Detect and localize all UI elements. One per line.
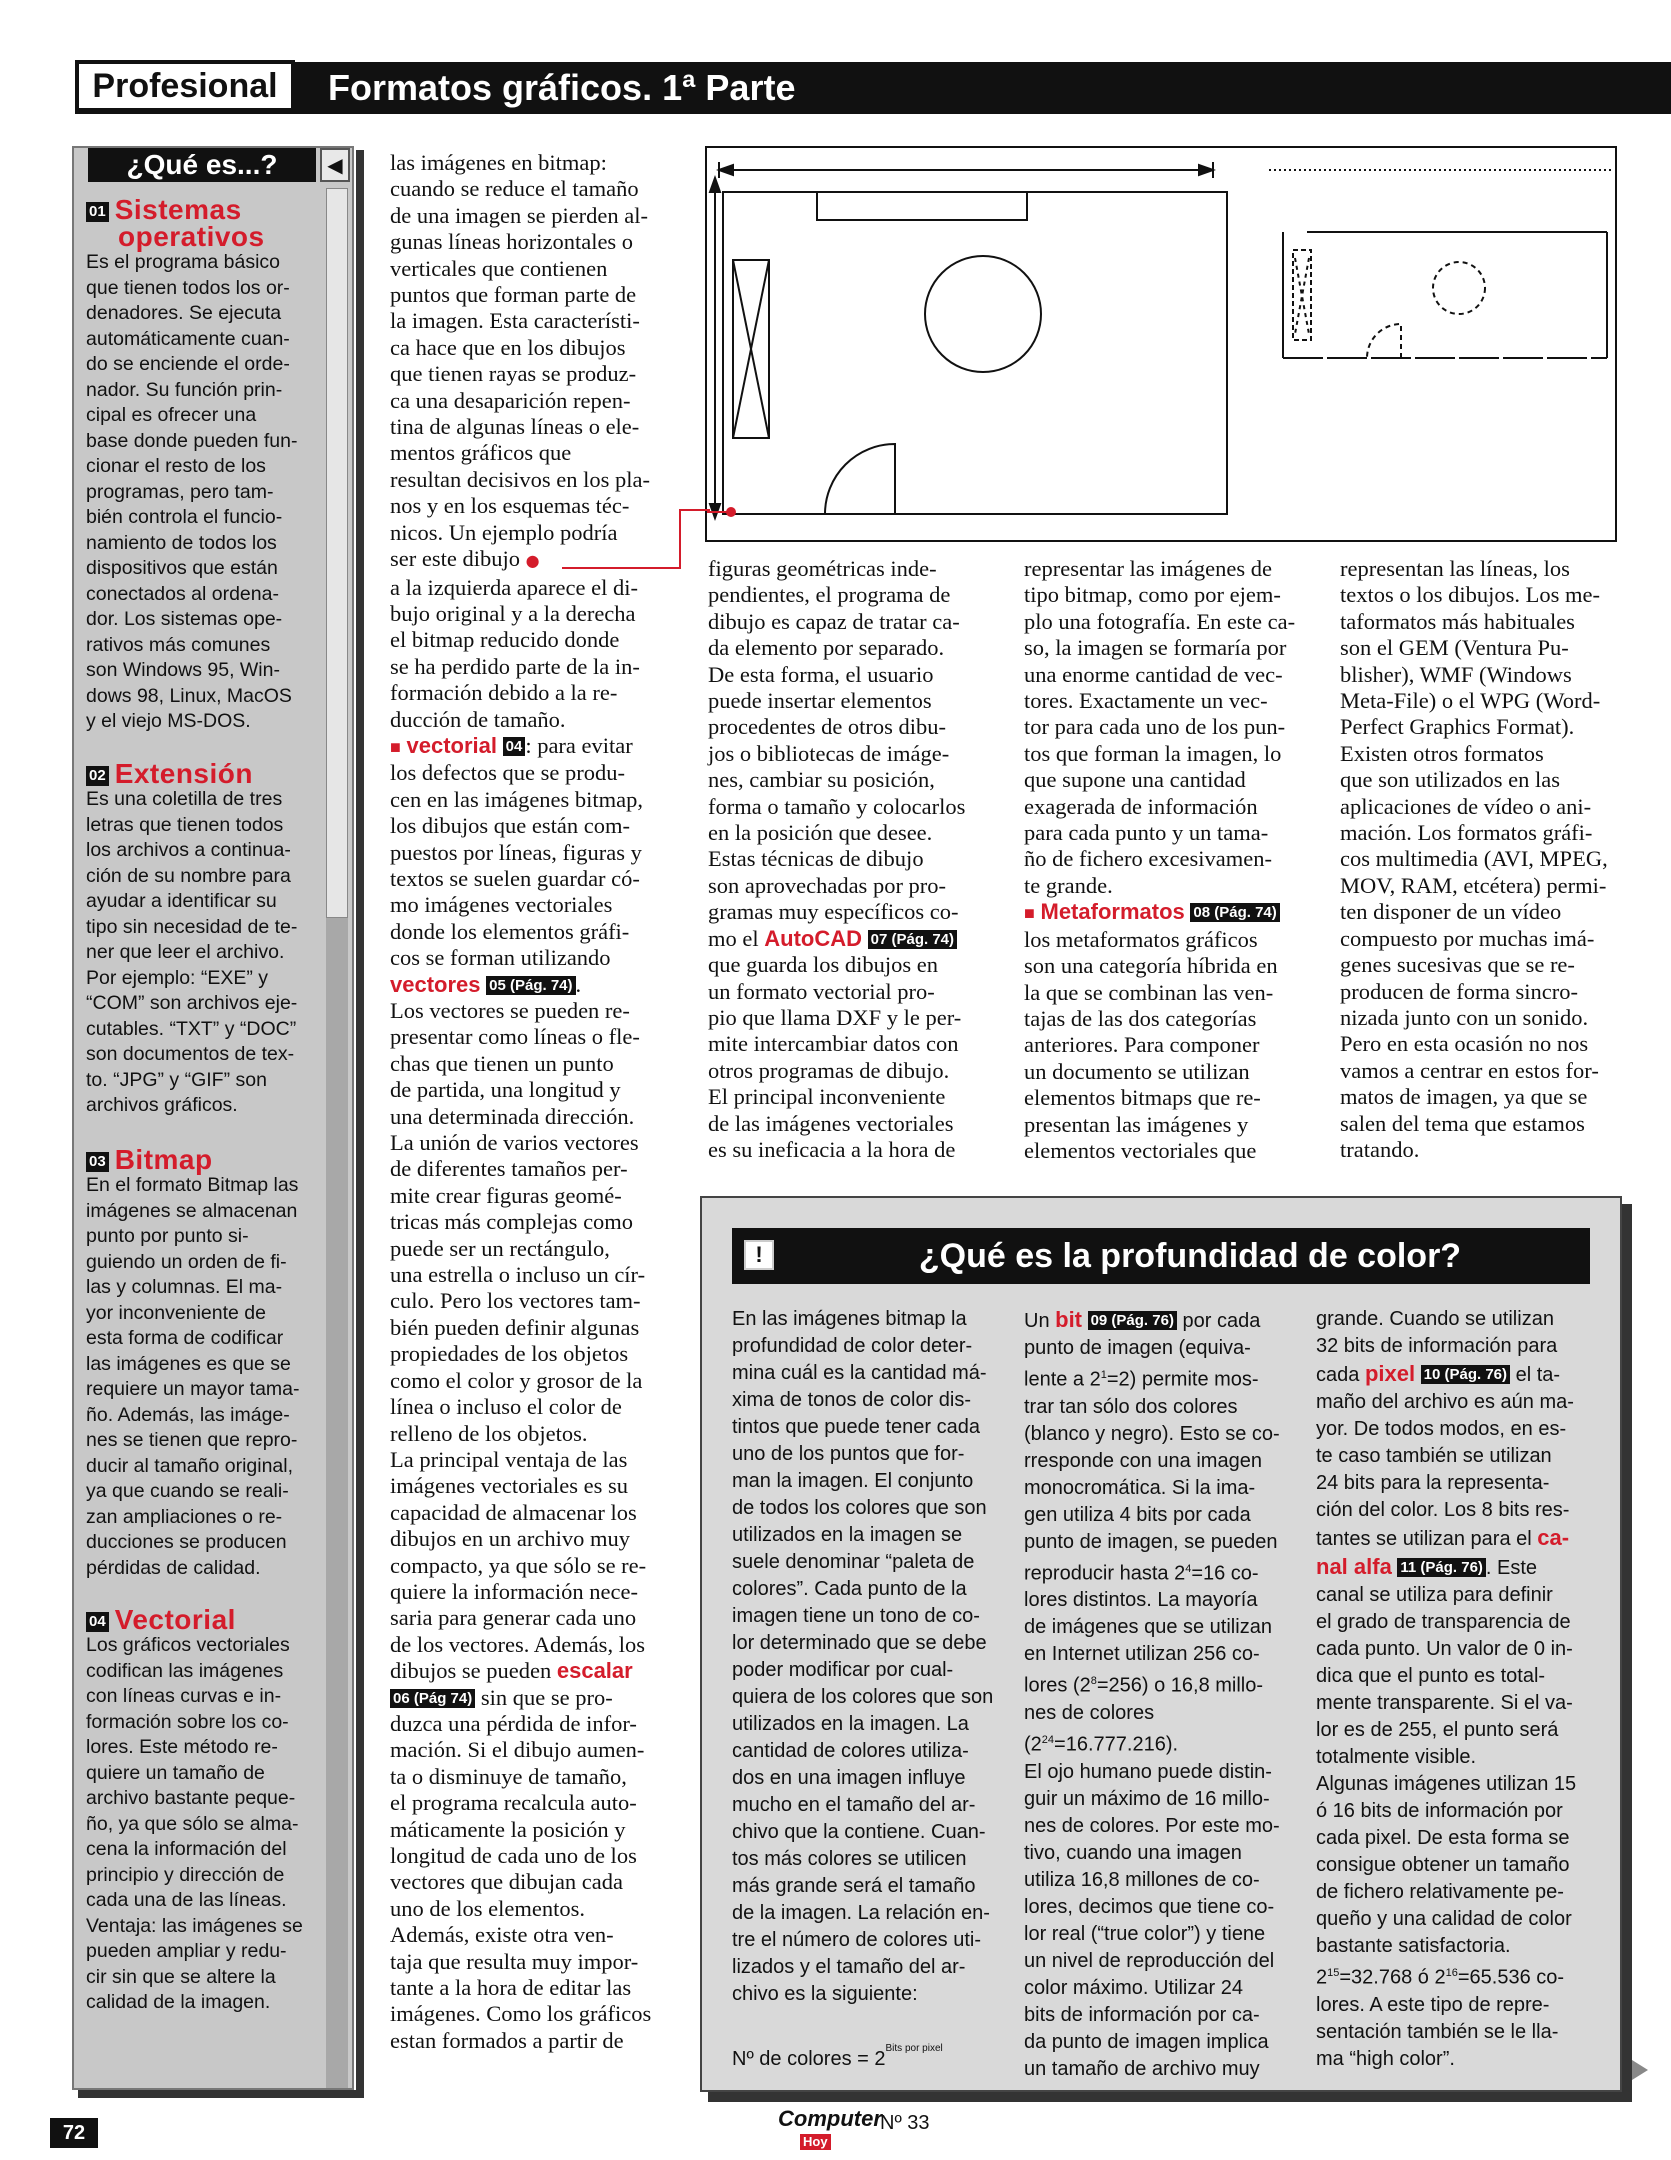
box-col3-c: . Este canal se utiliza para definir el grado de transparencia de cada punto. Un valor de 0 in- dica que el punto es total- mente transparente. Si el va- lor es de 255, el punto será totalmente visible. Algunas imágenes utilizan 15 ó 16 bits de información por cada pixel. De esta forma se consigue obtener un tamaño de fichero relativamente pe- queño y una calidad de color bastante satisfactoria. 2	[1316, 1557, 1577, 1989]
ref-badge[interactable]: 08 (Pág. 74)	[1190, 903, 1279, 922]
exponent: 24	[1041, 1733, 1055, 1746]
exponent: 15	[1327, 1967, 1340, 1979]
exponent: 1	[1100, 1369, 1107, 1381]
glossary-entry-sistemas	[86, 196, 326, 735]
entry-title: Extensión	[114, 758, 253, 789]
box-title: ¿Qué es la profundidad de color?	[918, 1237, 1462, 1275]
keyword-autocad[interactable]: AutoCAD	[764, 925, 863, 951]
article-column-1: las imágenes en bitmap: cuando se reduce el tamaño de una imagen se pierden al- gunas líneas horizontales o verticales que contienen puntos que forman parte de la imagen. Esta característi- ca hace que en los dibujos que tienen rayas se produz- ca una desaparición repen- tina de algunas líneas o ele- mentos gráficos que resultan decisivos en los pla- nos y en los esquemas téc- nicos. Un ejemplo podría ser este dibujo ● a la izquierda aparece el di- bujo original y a la derecha el bitmap reducido donde se ha perdido parte de la in- formación debido a la re- ducción de tamaño. ■ vectorial 04 : para evitar los defectos que se produ- cen en las imágenes bitmap, los dibujos que están com- puestos por líneas, figuras y textos se suelen guardar có- mo imágenes vectoriales donde los elementos gráfi- cos se forman utilizando vectores 05 (Pág. 74) . Los vectores se pueden re- presentar como líneas o fle- chas que tienen un punto de partida, una longitud y una determinada dirección. La unión de varios vectores de diferentes tamaños per- mite crear figuras geomé- tricas más complejas como puede ser un rectángulo, una estrella o incluso un cír- culo. Pero los vectores tam- bién pueden definir algunas propiedades de los objetos como el color y grosor de la línea o incluso el color de relleno de los objetos. La principal ventaja de las imágenes vectoriales es su capacidad de almacenar los dibujos en un archivo muy compacto, ya que sólo se re- quiere la información nece- saria para generar cada uno de los vectores. Además, los dibujos se pueden escalar 06 (Pág 74) sin que se pro- duzca una pérdida de infor- mación. Si el dibujo aumen- ta o disminuye de tamaño, el programa recalcula auto- máticamente la posición y longitud de cada uno de los vectores que dibujan cada uno de los elementos. Además, existe otra ven- taja que resulta muy impor- tante a la hora de editar las imágenes. Como los gráficos estan formados a partir de	[390, 150, 652, 2053]
box-col2-d: =256) o 16,8 millo- nes de colores (2	[1024, 1674, 1264, 1756]
ref-badge[interactable]: 11 (Pág. 76)	[1397, 1558, 1486, 1577]
bitmap-reduction-diagram	[705, 146, 1617, 542]
box-column-1	[732, 1306, 1004, 2073]
keyword-canal-alfa[interactable]: ca- nal alfa	[1316, 1525, 1570, 1579]
bullet-square-icon: ■	[1024, 903, 1035, 924]
box-col3-d: =32.768 ó 2	[1339, 1966, 1446, 1989]
ref-badge[interactable]: 07 (Pág. 74)	[868, 930, 957, 949]
box-col2-a: por cada punto de imagen (equiva- lente a 2	[1024, 1310, 1261, 1391]
entry-text: En el formato Bitmap las imágenes se almacenan punto por punto si- guiendo un orden de fi- las y columnas. El ma- yor inconveniente de esta forma de codificar las imágenes es que se requiere un mayor tama- ño. Además, las imáge- nes se tienen que repro- ducir al tamaño original, ya que cuando se reali- zan ampliaciones o re- ducciones se producen pérdidas de calidad.	[86, 1174, 300, 1579]
door-arc	[825, 444, 895, 514]
formula	[732, 2043, 943, 2070]
keyword-vectores[interactable]: vectores	[390, 971, 481, 997]
diagram-pointer-dot-icon: ●	[525, 551, 540, 571]
keyword-pixel[interactable]: pixel	[1364, 1361, 1416, 1386]
exponent: 16	[1445, 1967, 1458, 1979]
formula-exponent: Bits por pixel	[885, 2043, 943, 2054]
diagram-connector	[560, 508, 730, 572]
col1-para5: sin que se pro- duzca una pérdida de infor- mación. Si el dibujo aumen- ta o disminuye de tamaño, el programa recalcula auto- máticamente la posición y longitud de cada uno de los vectores que dibujan cada uno de los elementos. Además, existe otra ven- taja que resulta muy impor- tante a la hora de editar las imágenes. Como los gráficos estan formados a partir de	[390, 1684, 652, 2053]
box-column-2	[1024, 1306, 1296, 2083]
box-col2-c: =16 co- lores distintos. La mayoría de imágenes que se utilizan en Internet utilizan 256 co- lores (2	[1024, 1562, 1272, 1697]
round-table	[925, 256, 1041, 372]
box-col2-pre: Un	[1024, 1310, 1056, 1332]
article-column-3	[1024, 556, 1306, 1164]
diagram-svg	[707, 148, 1615, 540]
article-column-2	[708, 556, 990, 1163]
scroll-left-arrow-icon[interactable]: ◀	[320, 148, 350, 182]
section-label: Profesional	[75, 60, 295, 112]
header-bar	[75, 62, 1671, 114]
box-shadow	[1622, 1204, 1632, 2100]
article-column-4	[1340, 556, 1622, 1163]
box-col3-a: grande. Cuando se utilizan 32 bits de información para cada	[1316, 1308, 1558, 1386]
magazine-logo-hoy: Hoy	[800, 2134, 831, 2150]
glossary-entry-vectorial	[86, 1606, 326, 2016]
box-col2-e: =16.777.216). El ojo humano puede distin- guir un máximo de 16 millo- nes de colores. Por este mo- tivo, cuando una imagen utiliza 16,8 millones de co- lores, decimos que tiene co- lor real (“true color”) y tiene un nivel de reproducción del color máximo. Utilizar 24 bits de información por ca- da punto de imagen implica un tamaño de archivo muy	[1024, 1733, 1280, 2080]
glossary-entry-extension	[86, 760, 326, 1119]
entry-title-line2: operativos	[118, 221, 265, 252]
magazine-logo: Computer	[778, 2106, 882, 2131]
col1-para2: a la izquierda aparece el di- bujo original y a la derecha el bitmap reducido donde se ha perdido parte de la in- formación debido a la re- ducción de tamaño.	[390, 574, 640, 732]
keyword-vectorial[interactable]: vectorial	[406, 732, 497, 758]
col2-para1: figuras geométricas inde- pendientes, el programa de dibujo es capaz de tratar ca- da elemento por separado. De esta forma, el usuario puede insertar elementos procedentes de otros dibu- jos o bibliotecas de imáge- nes, cambiar su posición, forma o tamaño y colocarlos en la posición que desee. Estas técnicas de dibujo son aprovechadas por pro- gramas muy específicos co- mo el	[708, 556, 966, 951]
ref-badge[interactable]: 06 (Pág 74)	[390, 1689, 475, 1708]
entry-text: Los gráficos vectoriales codifican las imágenes con líneas curvas e in- formación sobre los co- lores. Este método re- quiere un tamaño de archivo bastante peque- ño, ya que sólo se alma- cena la información del principio y dirección de cada una de las líneas. Ventaja: las imágenes se pueden ampliar y redu- cir sin que se altere la calidad de la imagen.	[86, 1634, 303, 2013]
box-col3-b: el ta- maño del archivo es aún ma- yor. De todos modos, en es- te caso también se utilizan 24 bits para la representa- ción del color. Los 8 bits res- tantes se utilizan para el	[1316, 1364, 1574, 1550]
entry-text: Es el programa básico que tienen todos los or- denadores. Se ejecuta automáticamente cuan- do se enciende el orde- nador. Su función prin- cipal es ofrecer una base donde pueden fun- cionar el resto de los programas, pero tam- bién controla el funcio- namiento de todos los dispositivos que están conectados al ordena- dor. Los sistemas ope- rativos más comunes son Windows 95, Win- dows 98, Linux, MacOS y el viejo MS-DOS.	[86, 251, 298, 732]
keyword-bit[interactable]: bit	[1055, 1307, 1083, 1332]
entry-number: 03	[86, 1152, 109, 1172]
entry-number: 02	[86, 766, 109, 786]
reduced-drawing	[1269, 170, 1611, 358]
page-title: Formatos gráficos. 1ª Parte	[328, 67, 796, 108]
keyword-metaformatos[interactable]: Metaformatos	[1040, 899, 1185, 925]
col1-para3: : para evitar los defectos que se produ- cen en las imágenes bitmap, los dibujos que están com- puestos por líneas, figuras y textos se suelen guardar có- mo imágenes vectoriales donde los elementos gráfi- cos se forman utilizando	[390, 732, 644, 971]
col1-para4: Los vectores se pueden re- presentar como líneas o fle- chas que tienen un punto de partida, una longitud y una determinada dirección. La unión de varios vectores de diferentes tamaños per- mite crear figuras geomé- tricas más complejas como puede ser un rectángulo, una estrella o incluso un cír- culo. Pero los vectores tam- bién pueden definir algunas propiedades de los objetos como el color y grosor de la línea o incluso el color de relleno de los objetos. La principal ventaja de las imágenes vectoriales es su capacidad de almacenar los dibujos en un archivo muy compacto, ya que sólo se re- quiere la información nece- saria para generar cada uno de los vectores. Además, los dibujos se pueden	[390, 998, 647, 1684]
ref-badge[interactable]: 04	[503, 737, 526, 756]
next-arrow-icon[interactable]	[1632, 2060, 1648, 2080]
ref-badge[interactable]: 10 (Pág. 76)	[1421, 1365, 1510, 1384]
box-col3-e: =65.536 co- lores. A este tipo de repre- sentación también se le lla- ma “high color”.	[1316, 1966, 1565, 2070]
glossary-entry-bitmap	[86, 1146, 326, 1581]
entry-title: Vectorial	[114, 1604, 236, 1635]
entry-title: Sistemas	[114, 194, 242, 225]
entry-number: 01	[86, 202, 109, 222]
col4-para1: representan las líneas, los textos o los dibujos. Los me- taformatos más habituales son el GEM (Ventura Pu- blisher), WMF (Windows Meta-File) o el WPG (Word- Perfect Graphics Format). Existen otros formatos que son utilizados en las aplicaciones de vídeo o ani- mación. Los formatos gráfi- cos multimedia (AVI, MPEG, MOV, RAM, etcétera) permi- ten disponer de un vídeo compuesto por muchas imá- genes sucesivas que se re- producen de forma sincro- nizada junto con un sonido. Pero en esta ocasión no nos vamos a centrar en estos for- matos de imagen, ya que se salen del tema que estamos tratando.	[1340, 556, 1608, 1162]
arrowhead-left	[719, 165, 733, 175]
arrowhead-right	[1199, 165, 1213, 175]
entry-text: Es una coletilla de tres letras que tienen todos los archivos a continua- ción de su nombre para ayudar a identificar su tipo sin necesidad de te- ner que leer el archivo. Por ejemplo: “EXE” y “COM” son archivos eje- cutables. “TXT” y “DOC” son documentos de tex- to. “JPG” y “GIF” son archivos gráficos.	[86, 788, 298, 1116]
exponent: 8	[1090, 1675, 1097, 1688]
col3-para2: los metaformatos gráficos son una categoría híbrida en la que se combinan las ven- tajas de las dos categorías anteriores. Para componer un documento se utilizan elementos bitmaps que re- presentan las imágenes y elementos vectoriales que	[1024, 926, 1278, 1163]
col2-para2: que guarda los dibujos en un formato vectorial pro- pio que llama DXF y le per- mite intercambiar datos con otros programas de dibujo. El principal inconveniente de las imágenes vectoriales es su ineficacia a la hora de	[708, 952, 962, 1162]
formula-label: Nº de colores = 2	[732, 2048, 886, 2070]
ref-badge[interactable]: 09 (Pág. 76)	[1088, 1311, 1177, 1330]
exclamation-icon: !	[744, 1240, 774, 1270]
entry-title: Bitmap	[114, 1144, 213, 1175]
sidebar-scroll-thumb[interactable]	[326, 188, 348, 918]
box-shadow-bottom	[708, 2092, 1632, 2102]
window-top	[817, 192, 1027, 220]
page-number: 72	[50, 2118, 98, 2148]
box-column-3	[1316, 1306, 1588, 2073]
original-drawing	[710, 162, 1227, 518]
col3-para1: representar las imágenes de tipo bitmap, como por ejem- plo una fotografía. En este ca- so, la imagen se formaría por una enorme cantidad de vec- tores. Exactamente un vec- tor para cada uno de los pun- tos que forman la imagen, lo que supone una cantidad exagerada de información para cada punto y un tama- ño de fichero excesivamen- te grande.	[1024, 556, 1296, 898]
box-col1-text: En las imágenes bitmap la profundidad de color deter- mina cuál es la cantidad má- xima de tonos de color dis- tintos que puede tener cada uno de los puntos que for- man la imagen. El conjunto de todos los colores que son utilizados en la imagen se suele denominar “paleta de colores”. Cada punto de la imagen tiene un tono de co- lor determinado que se debe poder modificar por cual- quiera de los colores que son utilizados en la imagen. La cantidad de colores utiliza- dos en una imagen influye mucho en el tamaño del ar- chivo que la contiene. Cuan- tos más colores se utilicen más grande será el tamaño de la imagen. La relación en- tre el número de colores uti- lizados y el tamaño del ar- chivo es la siguiente:	[732, 1308, 994, 2005]
bullet-square-icon: ■	[390, 736, 401, 757]
exponent: 4	[1185, 1562, 1192, 1575]
entry-number: 04	[86, 1612, 109, 1632]
sidebar-shadow	[356, 150, 364, 2096]
room-outline	[723, 192, 1227, 514]
box-col2-b: =2) permite mos- trar tan sólo dos colores (blanco y negro). Esto se co- rresponde con una imagen monocromática. Si la ima- gen utiliza 4 bits por cada punto de imagen, se pueden reproducir hasta 2	[1024, 1368, 1280, 1585]
sidebar-title: ¿Qué es...?	[88, 148, 316, 182]
sidebar-shadow-bottom	[78, 2090, 364, 2098]
keyword-escalar[interactable]: escalar	[556, 1658, 633, 1684]
issue-number: Nº 33	[880, 2112, 930, 2134]
ref-badge[interactable]: 05 (Pág. 74)	[486, 976, 575, 995]
col1-para1: las imágenes en bitmap: cuando se reduce el tamaño de una imagen se pierden al- gunas líneas horizontales o verticales que contienen puntos que forman parte de la imagen. Esta característi- ca hace que en los dibujos que tienen rayas se produz- ca una desaparición repen- tina de algunas líneas o ele- mentos gráficos que resultan decisivos en los pla- nos y en los esquemas téc- nicos. Un ejemplo podría ser este dibujo	[390, 150, 650, 572]
